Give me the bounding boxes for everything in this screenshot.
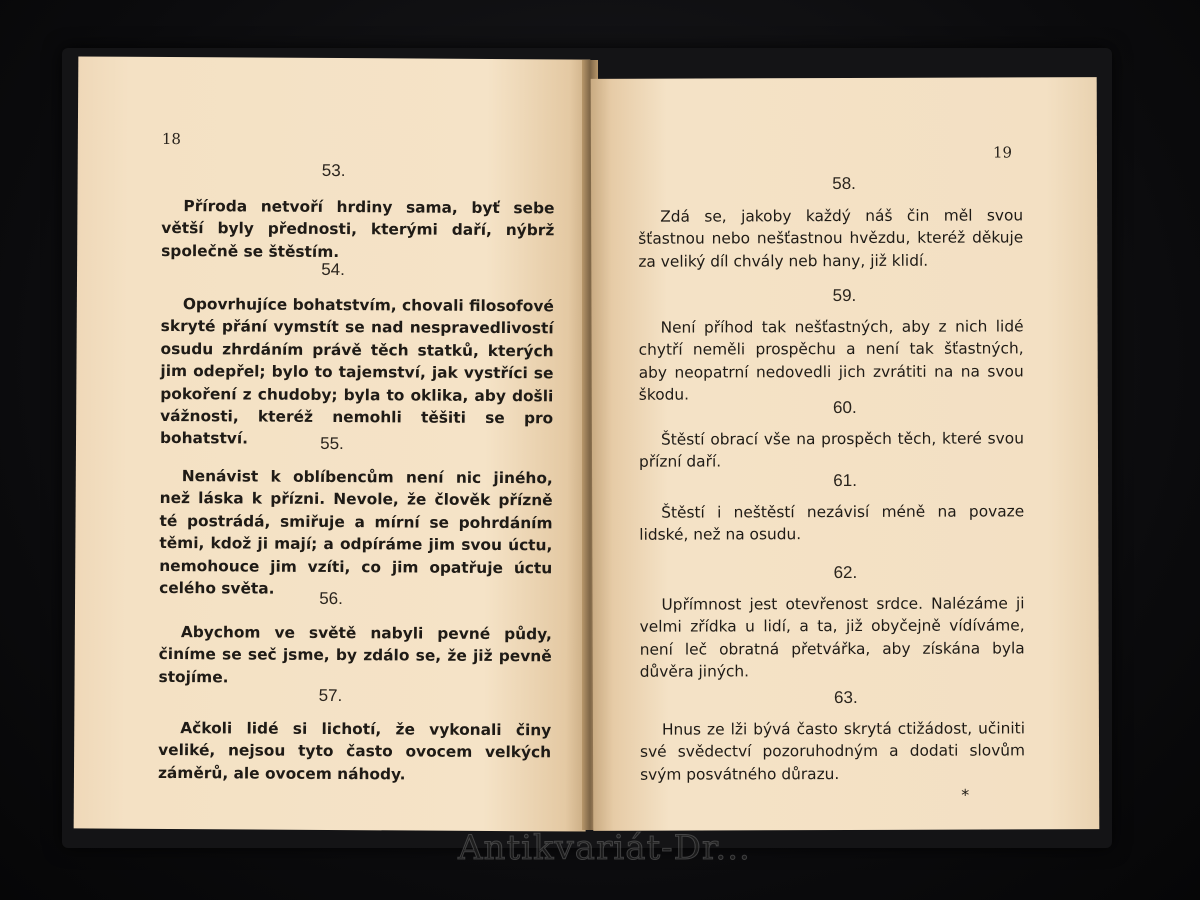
entry-number: 61. <box>833 470 857 491</box>
left-page <box>74 56 591 831</box>
end-mark: * <box>961 785 970 805</box>
entry-number: 54. <box>321 259 345 280</box>
aphorism-text: Příroda netvoří hrdiny sama, byť sebe větší byly přednosti, kterými daří, nýbrž společně se štěstím. <box>161 197 555 261</box>
aphorism-text: Zdá se, jakoby každý náš čin měl svou šťastnou nebo nešťastnou hvězdu, kteréž děkuje za veliký díl chvály neb hany, již klidí. <box>638 206 1024 271</box>
watermark: Antikvariát-Dr... <box>458 828 751 868</box>
right-page <box>591 77 1100 831</box>
aphorism-text: Štěstí i neštěstí nezávisí méně na povaze lidské, než na osudu. <box>639 502 1025 545</box>
aphorism-text: Nenávist k oblíbencům není nic jiného, než láska k přízni. Nevole, že člověk přízně té postrádá, smiřuje a mírní se pohrdáním těmi, kdož ji mají; a odpíráme jim svou úctu, nemohouce jim vzíti, co jim opatřuje úctu celého světa. <box>159 467 553 598</box>
aphorism-text: Není příhod tak nešťastných, aby z nich lidé chytří neměli prospěchu a není tak šťastných, aby neopatrní nedovedli jich zvrátiti na na svou škodu. <box>638 317 1024 404</box>
page-number: 19 <box>992 143 1013 162</box>
entry-number: 59. <box>832 285 857 306</box>
page-number: 18 <box>161 129 182 149</box>
entry-number: 62. <box>833 562 858 583</box>
aphorism-text: Opovrhujíce bohatstvím, chovali filosofové skryté přání vymstít se nad nespravedlivostí osudu zhrdáním právě těch statků, kterých jim odepřel; bylo to tajemství, jak vystříci se pokoření z chudoby; byla to oklika, aby došli vážnosti, kteréž nemohli těšiti se pro bohatství. <box>159 295 554 448</box>
aphorism-text: Štěstí obrací vše na prospěch těch, které svou přízní daří. <box>638 429 1024 472</box>
entry-number: 63. <box>833 687 858 708</box>
entry-number: 56. <box>319 588 343 609</box>
aphorism-text: Abychom ve světě nabyli pevné půdy, činíme se seč jsme, by zdálo se, že již pevně stojíme. <box>158 623 552 687</box>
entry-number: 58. <box>832 173 856 194</box>
aphorism-text: Hnus ze lži bývá často skrytá ctižádost, učiniti své svědectví pozoruhodným a dodati slovům svým posvátného důrazu. <box>640 719 1026 784</box>
entry-number: 60. <box>832 397 857 418</box>
aphorism-text: Upřímnost jest otevřenost srdce. Nalézáme ji velmi zřídka u lidí, a ta, již obyčejně vídíváme, není leč obratná přetvářka, aby získána byla důvěra jiných. <box>639 594 1025 681</box>
entry-number: 55. <box>320 433 344 454</box>
aphorism-text: Ačkoli lidé si lichotí, že vykonali činy veliké, nejsou tyto často ovocem velkých záměrů, ale ovocem náhody. <box>157 719 552 784</box>
entry-number: 57. <box>318 685 343 706</box>
entry-number: 53. <box>321 160 346 181</box>
